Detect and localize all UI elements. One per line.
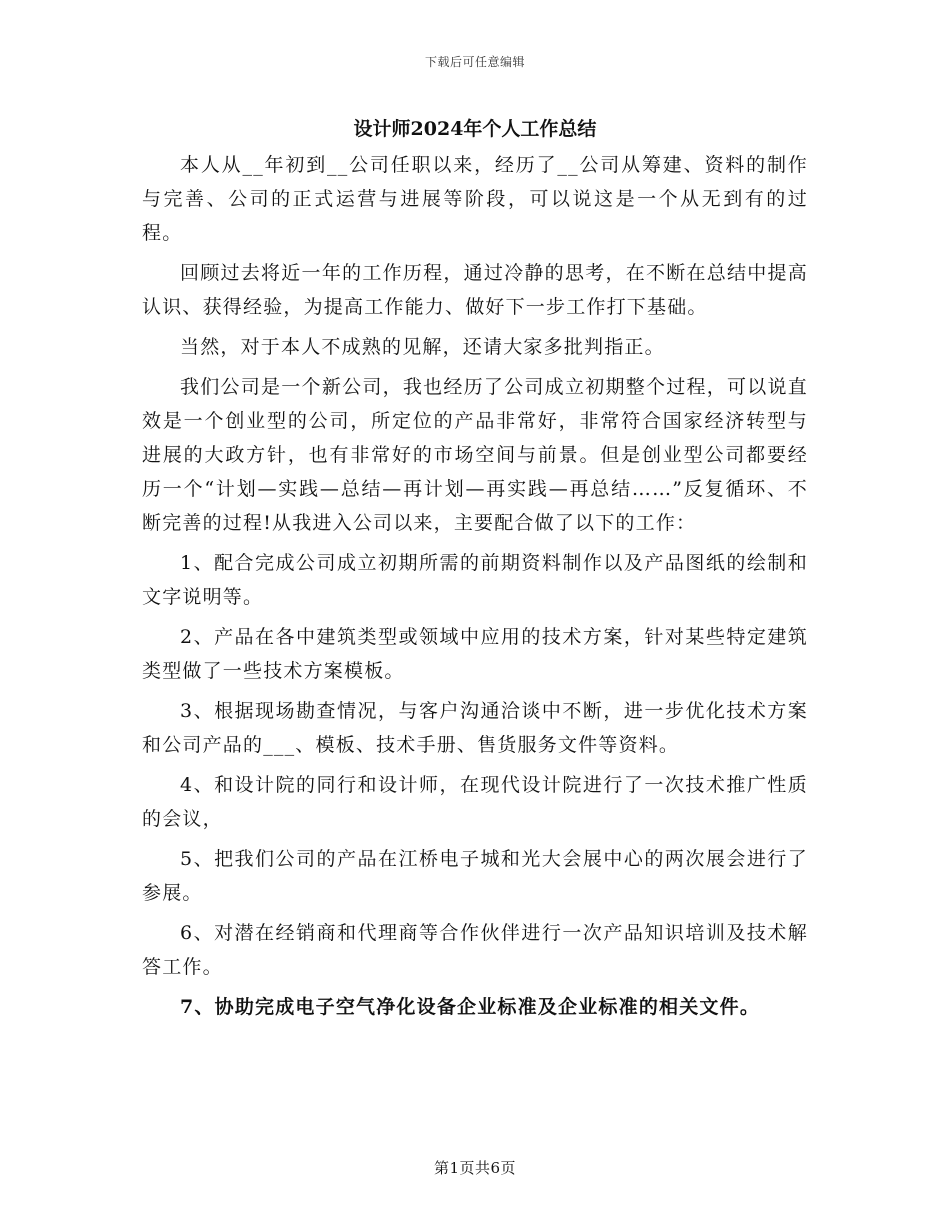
header-note: 下载后可任意编辑 bbox=[424, 55, 525, 69]
list-item-4: 4、和设计院的同行和设计师，在现代设计院进行了一次技术推广性质的会议， bbox=[142, 774, 808, 830]
paragraph-review: 回顾过去将近一年的工作历程，通过冷静的思考，在不断在总结中提高认识、获得经验，为提高工作能力、做好下一步工作打下基础。 bbox=[142, 262, 808, 318]
list-item-3: 3、根据现场勘查情况，与客户沟通洽谈中不断，进一步优化技术方案和公司产品的___、模板、技术手册、售货服务文件等资料。 bbox=[142, 700, 808, 756]
page-number: 第1页共6页 bbox=[433, 1159, 517, 1177]
list-item-5: 5、把我们公司的产品在江桥电子城和光大会展中心的两次展会进行了参展。 bbox=[142, 848, 808, 904]
document-body bbox=[142, 148, 808, 1030]
paragraph-intro: 本人从__年初到__公司任职以来，经历了__公司从筹建、资料的制作与完善、公司的正式运营与进展等阶段，可以说这是一个从无到有的过程。 bbox=[142, 154, 808, 244]
list-item-1: 1、配合完成公司成立初期所需的前期资料制作以及产品图纸的绘制和文字说明等。 bbox=[142, 552, 808, 608]
list-item-6: 6、对潜在经销商和代理商等合作伙伴进行一次产品知识培训及技术解答工作。 bbox=[142, 922, 808, 978]
document-title: 设计师2024年个人工作总结 bbox=[353, 118, 597, 140]
paragraph-feedback: 当然，对于本人不成熟的见解，还请大家多批判指正。 bbox=[180, 336, 665, 358]
paragraph-company: 我们公司是一个新公司，我也经历了公司成立初期整个过程，可以说直效是一个创业型的公司，所定位的产品非常好，非常符合国家经济转型与进展的大政方针，也有非常好的市场空间与前景。但是创业型公司都要经历一个“计划—实践—总结—再计划—再实践—再总结……”反复循环、不断完善的过程!从我进入公司以来，主要配合做了以下的工作： bbox=[142, 376, 808, 534]
list-item-2: 2、产品在各中建筑类型或领域中应用的技术方案，针对某些特定建筑类型做了一些技术方案模板。 bbox=[142, 626, 808, 682]
list-item-7: 7、协助完成电子空气净化设备企业标准及企业标准的相关文件。 bbox=[180, 996, 761, 1018]
